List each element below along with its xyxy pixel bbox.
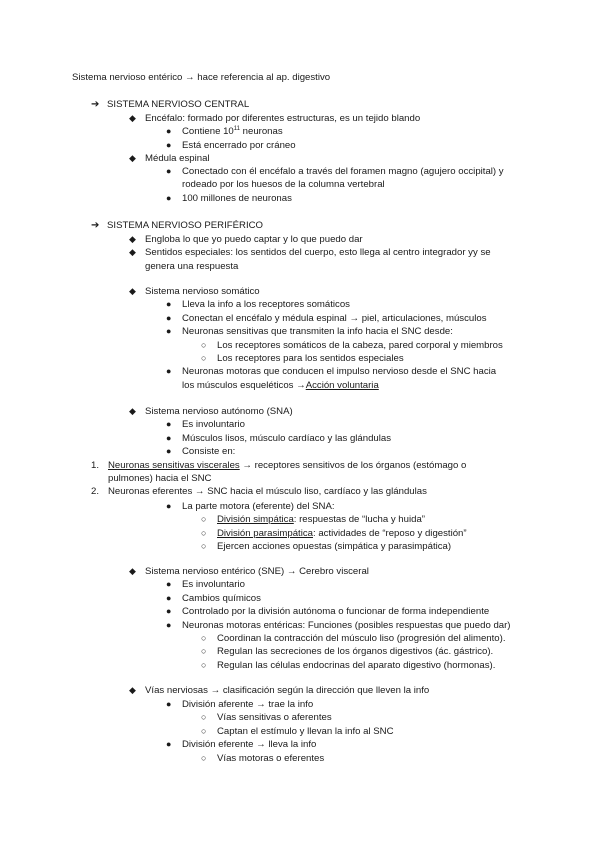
list-item: ○ División parasimpática: actividades de “reposo y digestión” <box>201 528 467 539</box>
list-item-continuation: genera una respuesta <box>145 261 239 272</box>
list-item: ● Neuronas motoras entéricas: Funciones (posibles respuestas que puedo dar) <box>166 620 511 631</box>
list-item: ○ Vías motoras o eferentes <box>201 753 325 764</box>
list-item: ● División aferente → trae la info <box>166 699 314 710</box>
list-item-continuation: rodeado por los huesos de la columna vertebral <box>182 179 385 190</box>
list-item: ○ División simpática: respuestas de “lucha y huida” <box>201 514 425 525</box>
list-item: ● División eferente → lleva la info <box>166 739 317 750</box>
circle-bullet-icon: ○ <box>201 514 207 524</box>
dot-bullet-icon: ● <box>166 126 172 136</box>
list-item: ○ Regulan las secreciones de los órganos digestivos (ác. gástrico). <box>201 646 494 657</box>
numbered-item: 2. Neuronas eferentes → SNC hacia el músculo liso, cardíaco y las glándulas <box>91 486 427 497</box>
diamond-bullet-icon: ◆ <box>129 685 136 695</box>
dot-bullet-icon: ● <box>166 313 172 323</box>
dot-bullet-icon: ● <box>166 166 172 176</box>
dot-bullet-icon: ● <box>166 193 172 203</box>
list-item: ◆ Médula espinal <box>129 153 210 164</box>
list-item: ● La parte motora (eferente) del SNA: <box>166 501 335 512</box>
dot-bullet-icon: ● <box>166 699 172 709</box>
list-item: ○ Ejercen acciones opuestas (simpática y parasimpática) <box>201 541 452 552</box>
list-item: ● Contiene $10^{11}$ neuronas <box>166 126 283 137</box>
list-item: ◆ Sentidos especiales: los sentidos del cuerpo, esto llega al centro integrador yy se <box>129 247 491 258</box>
snp-heading: ➔ SISTEMA NERVIOSO PERIFÉRICO <box>91 220 264 231</box>
list-item: ● Neuronas motoras que conducen el impulso nervioso desde el SNC hacia <box>166 366 497 377</box>
list-item: ◆ Encéfalo: formado por diferentes estructuras, es un tejido blando <box>129 113 421 124</box>
list-item: ○ Captan el estímulo y llevan la info al SNC <box>201 726 394 737</box>
division-simpatica-link[interactable]: División simpática <box>217 514 294 525</box>
dot-bullet-icon: ● <box>166 419 172 429</box>
list-item: ○ Los receptores para los sentidos especiales <box>201 353 404 364</box>
circle-bullet-icon: ○ <box>201 726 207 736</box>
list-item: ● Neuronas sensitivas que transmiten la info hacia el SNC desde: <box>166 326 453 337</box>
circle-bullet-icon: ○ <box>201 353 207 363</box>
list-item: ● Está encerrado por cráneo <box>166 140 296 151</box>
neuronas-sensitivas-link[interactable]: Neuronas sensitivas viscerales <box>108 460 240 471</box>
circle-bullet-icon: ○ <box>201 646 207 656</box>
list-item: ○ Vías sensitivas o aferentes <box>201 712 332 723</box>
list-item: ○ Coordinan la contracción del músculo liso (progresión del alimento). <box>201 633 506 644</box>
circle-bullet-icon: ○ <box>201 541 207 551</box>
list-item: ● Conectan el encéfalo y médula espinal → piel, articulaciones, músculos <box>166 313 487 324</box>
dot-bullet-icon: ● <box>166 326 172 336</box>
list-item-continuation: los músculos esqueléticos →Acción voluntaria <box>182 380 379 391</box>
vias-heading: ◆ Vías nerviosas → clasificación según la dirección que lleven la info <box>129 685 430 696</box>
circle-bullet-icon: ○ <box>201 753 207 763</box>
list-item: ● Lleva la info a los receptores somáticos <box>166 299 350 310</box>
somatico-heading: ◆ Sistema nervioso somático <box>129 286 260 297</box>
enterico-heading: ◆ Sistema nervioso entérico (SNE) → Cerebro visceral <box>129 566 369 577</box>
snc-heading: ➔ SISTEMA NERVIOSO CENTRAL <box>91 99 250 110</box>
dot-bullet-icon: ● <box>166 606 172 616</box>
list-item: ○ Los receptores somáticos de la cabeza, pared corporal y miembros <box>201 340 503 351</box>
accion-voluntaria-link[interactable]: Acción voluntaria <box>305 380 379 391</box>
circle-bullet-icon: ○ <box>201 528 207 538</box>
arrow-bullet-icon: ➔ <box>91 220 100 231</box>
list-item: ◆ Engloba lo que yo puedo captar y lo que puedo dar <box>129 234 363 245</box>
dot-bullet-icon: ● <box>166 501 172 511</box>
dot-bullet-icon: ● <box>166 593 172 603</box>
division-parasimpatica-link[interactable]: División parasimpática <box>217 528 313 539</box>
numbered-item: 1. Neuronas sensitivas viscerales → receptores sensitivos de los órganos (estómago o <box>91 460 467 471</box>
dot-bullet-icon: ● <box>166 579 172 589</box>
circle-bullet-icon: ○ <box>201 340 207 350</box>
diamond-bullet-icon: ◆ <box>129 566 136 576</box>
list-item: ● 100 millones de neuronas <box>166 193 292 204</box>
diamond-bullet-icon: ◆ <box>129 247 136 257</box>
dot-bullet-icon: ● <box>166 446 172 456</box>
diamond-bullet-icon: ◆ <box>129 153 136 163</box>
diamond-bullet-icon: ◆ <box>129 113 136 123</box>
list-item: ● Es involuntario <box>166 579 245 590</box>
autonomo-heading: ◆ Sistema nervioso autónomo (SNA) <box>129 406 293 417</box>
circle-bullet-icon: ○ <box>201 712 207 722</box>
arrow-bullet-icon: ➔ <box>91 99 100 110</box>
diamond-bullet-icon: ◆ <box>129 286 136 296</box>
list-item: ● Es involuntario <box>166 419 245 430</box>
dot-bullet-icon: ● <box>166 620 172 630</box>
list-item: ● Controlado por la división autónoma o funcionar de forma independiente <box>166 606 490 617</box>
dot-bullet-icon: ● <box>166 433 172 443</box>
dot-bullet-icon: ● <box>166 739 172 749</box>
circle-bullet-icon: ○ <box>201 633 207 643</box>
list-item: ● Cambios químicos <box>166 593 261 604</box>
numbered-item-continuation: pulmones) hacia el SNC <box>108 473 212 484</box>
list-item: ● Músculos lisos, músculo cardíaco y las glándulas <box>166 433 392 444</box>
diamond-bullet-icon: ◆ <box>129 406 136 416</box>
diamond-bullet-icon: ◆ <box>129 234 136 244</box>
list-item: ○ Regulan las células endocrinas del aparato digestivo (hormonas). <box>201 660 496 671</box>
list-item: ● Consiste en: <box>166 446 236 457</box>
dot-bullet-icon: ● <box>166 366 172 376</box>
dot-bullet-icon: ● <box>166 140 172 150</box>
dot-bullet-icon: ● <box>166 299 172 309</box>
circle-bullet-icon: ○ <box>201 660 207 670</box>
list-item: ● Conectado con él encéfalo a través del foramen magno (agujero occipital) y <box>166 166 504 177</box>
page-title: Sistema nervioso entérico → hace referencia al ap. digestivo <box>72 72 331 83</box>
